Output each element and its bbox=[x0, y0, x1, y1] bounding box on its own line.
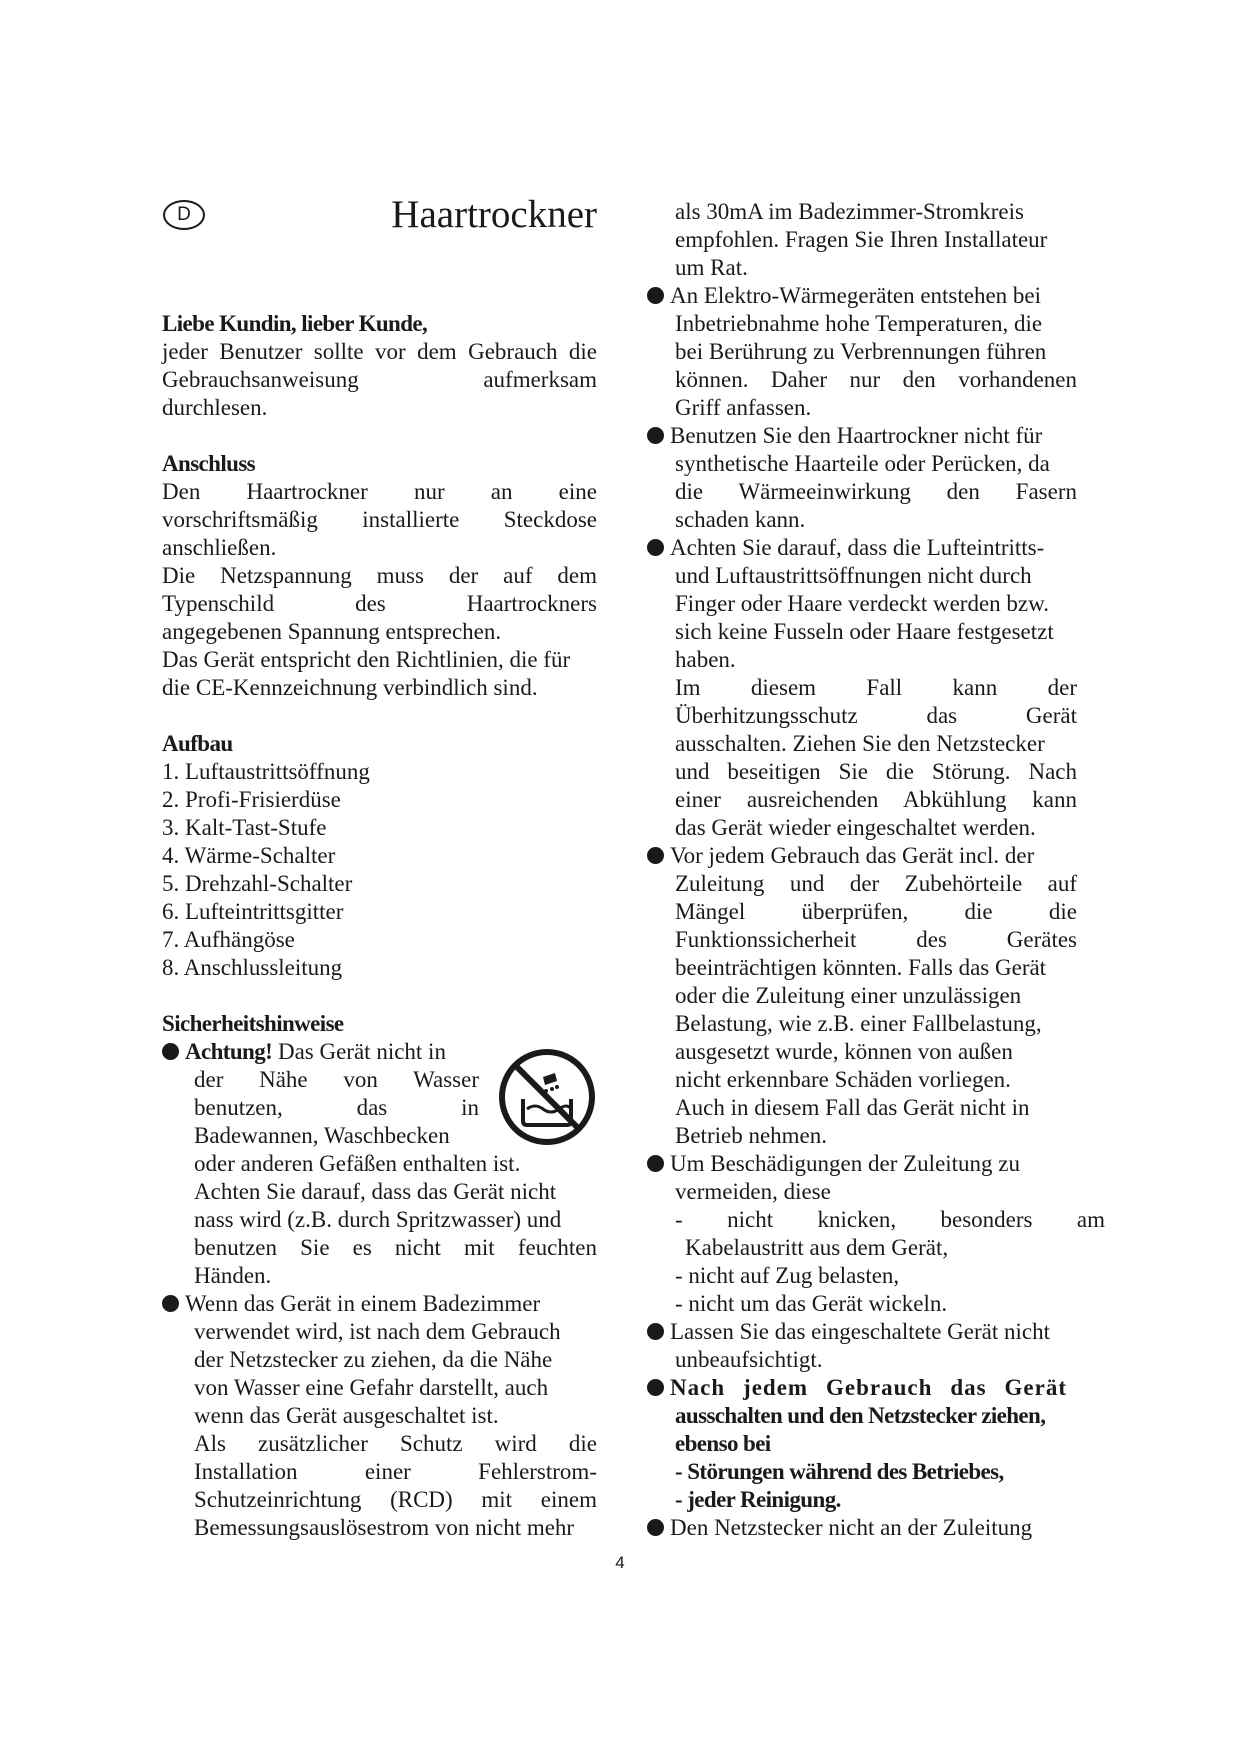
text-line: Griff anfassen. bbox=[675, 395, 812, 420]
bullet-icon bbox=[647, 287, 664, 304]
bullet-icon bbox=[647, 1519, 664, 1536]
text-line: bei Berührung zu Verbrennungen führen bbox=[675, 339, 1047, 364]
anschluss-line: anschließen. bbox=[162, 535, 277, 560]
text-line: Kabelaustritt aus dem Gerät, bbox=[685, 1235, 949, 1260]
text-line: Auch in diesem Fall das Gerät nicht in bbox=[675, 1095, 1030, 1120]
bold-line: ebenso bei bbox=[675, 1431, 771, 1456]
text-line: unbeaufsichtigt. bbox=[675, 1347, 823, 1372]
text-line: oder die Zuleitung einer unzulässigen bbox=[675, 983, 1022, 1008]
text-line: um Rat. bbox=[675, 255, 748, 280]
safety-line: von Wasser eine Gefahr darstellt, auch bbox=[194, 1375, 549, 1400]
text-line: Finger oder Haare verdeckt werden bzw. bbox=[675, 591, 1049, 616]
greeting: Liebe Kundin, lieber Kunde, bbox=[162, 311, 428, 336]
safety-line: Wenn das Gerät in einem Badezimmer bbox=[185, 1291, 541, 1316]
anschluss-line: Den Haartrockner nur an eine bbox=[162, 479, 597, 504]
bullet-icon bbox=[162, 1295, 179, 1312]
text-line: Funktionssicherheit des Gerätes bbox=[675, 927, 1077, 952]
aufbau-item: 7. Aufhängöse bbox=[162, 927, 295, 952]
text-line: können. Daher nur den vorhandenen bbox=[675, 367, 1077, 392]
safety-line: oder anderen Gefäßen enthalten ist. bbox=[194, 1151, 521, 1176]
anschluss-heading: Anschluss bbox=[162, 451, 256, 476]
anschluss-line: Die Netzspannung muss der auf dem bbox=[162, 563, 597, 588]
intro-line: jeder Benutzer sollte vor dem Gebrauch die bbox=[162, 339, 597, 364]
bold-line: - Störungen während des Betriebes, bbox=[675, 1459, 1004, 1484]
bullet-icon bbox=[647, 1379, 664, 1396]
language-code: D bbox=[177, 204, 191, 225]
text-line: ausgesetzt wurde, können von außen bbox=[675, 1039, 1013, 1064]
bullet-icon bbox=[647, 539, 664, 556]
text-line: sich keine Fusseln oder Haare festgesetzt bbox=[675, 619, 1054, 644]
bullet-icon bbox=[162, 1043, 179, 1060]
text-line: Belastung, wie z.B. einer Fallbelastung, bbox=[675, 1011, 1042, 1036]
safety-line: benutzen, das in bbox=[194, 1095, 479, 1120]
text-line: Überhitzungsschutz das Gerät bbox=[675, 703, 1077, 728]
text-line: Inbetriebnahme hohe Temperaturen, die bbox=[675, 311, 1043, 336]
text-line: ausschalten. Ziehen Sie den Netzstecker bbox=[675, 731, 1045, 756]
bullet-icon bbox=[647, 427, 664, 444]
aufbau-item: 8. Anschlussleitung bbox=[162, 955, 343, 980]
safety-line: Badewannen, Waschbecken bbox=[194, 1123, 450, 1148]
text-line: - nicht auf Zug belasten, bbox=[675, 1263, 900, 1288]
anschluss-line: Typenschild des Haartrockners bbox=[162, 591, 597, 616]
safety-line: Bemessungsauslösestrom von nicht mehr bbox=[194, 1515, 575, 1540]
no-water-icon bbox=[497, 1047, 597, 1147]
warning-label: Achtung! bbox=[185, 1039, 273, 1064]
text-line: die Wärmeeinwirkung den Fasern bbox=[675, 479, 1077, 504]
safety-line: verwendet wird, ist nach dem Gebrauch bbox=[194, 1319, 561, 1344]
safety-line: Als zusätzlicher Schutz wird die bbox=[194, 1431, 597, 1456]
aufbau-item: 3. Kalt-Tast-Stufe bbox=[162, 815, 327, 840]
safety-heading: Sicherheitshinweise bbox=[162, 1011, 344, 1036]
aufbau-item: 1. Luftaustrittsöffnung bbox=[162, 759, 370, 784]
aufbau-item: 2. Profi-Frisierdüse bbox=[162, 787, 341, 812]
text-line: Zuleitung und der Zubehörteile auf bbox=[675, 871, 1077, 896]
text-line: Im diesem Fall kann der bbox=[675, 675, 1077, 700]
safety-line: der Nähe von Wasser bbox=[194, 1067, 479, 1092]
anschluss-line: die CE-Kennzeichnung verbindlich sind. bbox=[162, 675, 538, 700]
bullet-icon bbox=[647, 1323, 664, 1340]
safety-line: Das Gerät nicht in bbox=[272, 1039, 446, 1064]
text-line: haben. bbox=[675, 647, 736, 672]
text-line: und beseitigen Sie die Störung. Nach bbox=[675, 759, 1077, 784]
text-line: das Gerät wieder eingeschaltet werden. bbox=[675, 815, 1036, 840]
safety-line: nass wird (z.B. durch Spritzwasser) und bbox=[194, 1207, 562, 1232]
text-line: Mängel überprüfen, die die bbox=[675, 899, 1077, 924]
page-number: 4 bbox=[615, 1553, 625, 1572]
text-line: als 30mA im Badezimmer-Stromkreis bbox=[675, 199, 1024, 224]
anschluss-line: vorschriftsmäßig installierte Steckdose bbox=[162, 507, 597, 532]
aufbau-item: 5. Drehzahl-Schalter bbox=[162, 871, 353, 896]
bullet-icon bbox=[647, 847, 664, 864]
bullet-icon bbox=[647, 1155, 664, 1172]
aufbau-item: 4. Wärme-Schalter bbox=[162, 843, 336, 868]
text-line: - nicht knicken, besonders am bbox=[675, 1207, 1105, 1232]
anschluss-line: angegebenen Spannung entsprechen. bbox=[162, 619, 502, 644]
text-line: vermeiden, diese bbox=[675, 1179, 831, 1204]
bold-line: - jeder Reinigung. bbox=[675, 1487, 841, 1512]
text-line: einer ausreichenden Abkühlung kann bbox=[675, 787, 1077, 812]
text-line: synthetische Haarteile oder Perücken, da bbox=[675, 451, 1050, 476]
text-line: und Luftaustrittsöffnungen nicht durch bbox=[675, 563, 1032, 588]
page-title: Haartrockner bbox=[391, 193, 597, 236]
safety-line: benutzen Sie es nicht mit feuchten bbox=[194, 1235, 597, 1260]
intro-line: Gebrauchsanweisung aufmerksam bbox=[162, 367, 597, 392]
safety-line: Händen. bbox=[194, 1263, 272, 1288]
text-line: nicht erkennbare Schäden vorliegen. bbox=[675, 1067, 1011, 1092]
text-line: - nicht um das Gerät wickeln. bbox=[675, 1291, 948, 1316]
anschluss-line: Das Gerät entspricht den Richtlinien, die für bbox=[162, 647, 571, 672]
bold-line: ausschalten und den Netzstecker ziehen, bbox=[675, 1403, 1046, 1428]
text-line: beeinträchtigen könnten. Falls das Gerät bbox=[675, 955, 1047, 980]
language-badge bbox=[163, 200, 205, 230]
intro-line: durchlesen. bbox=[162, 395, 268, 420]
safety-line: wenn das Gerät ausgeschaltet ist. bbox=[194, 1403, 499, 1428]
aufbau-item: 6. Lufteintrittsgitter bbox=[162, 899, 344, 924]
safety-line: Installation einer Fehlerstrom- bbox=[194, 1459, 597, 1484]
safety-line: Schutzeinrichtung (RCD) mit einem bbox=[194, 1487, 597, 1512]
text-line: Betrieb nehmen. bbox=[675, 1123, 828, 1148]
text-line: schaden kann. bbox=[675, 507, 806, 532]
text-line: empfohlen. Fragen Sie Ihren Installateur bbox=[675, 227, 1048, 252]
safety-line: der Netzstecker zu ziehen, da die Nähe bbox=[194, 1347, 553, 1372]
aufbau-heading: Aufbau bbox=[162, 731, 233, 756]
safety-line: Achten Sie darauf, dass das Gerät nicht bbox=[194, 1179, 557, 1204]
